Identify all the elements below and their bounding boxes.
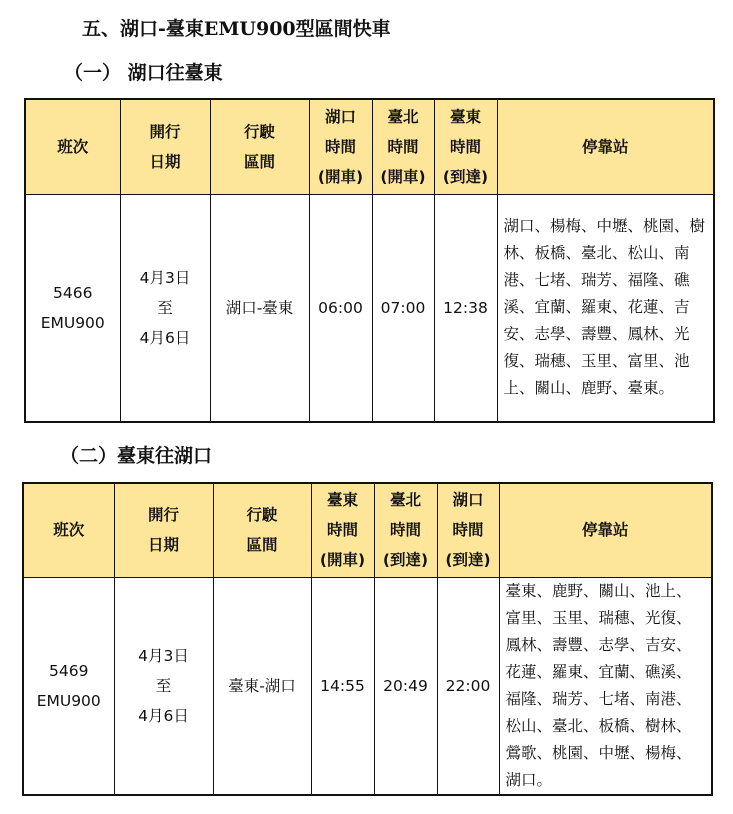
section-heading-2: （二）臺東往湖口	[60, 445, 213, 467]
table-row	[23, 577, 712, 795]
header-time-2: 臺北 時間 (開車)	[372, 99, 434, 194]
time-2: 20:49	[374, 577, 437, 795]
time-3: 12:38	[434, 194, 497, 422]
time-1: 06:00	[309, 194, 372, 422]
header-route: 行駛 區間	[210, 99, 309, 194]
schedule-table-hukou-to-taitung	[24, 98, 715, 423]
route: 臺東-湖口	[213, 577, 311, 795]
operating-dates: 4月3日 至 4月6日	[120, 194, 210, 422]
document-title: 五、湖口-臺東EMU900型區間快車	[82, 18, 391, 40]
route: 湖口-臺東	[210, 194, 309, 422]
section-heading-1: （一） 湖口往臺東	[64, 62, 223, 84]
header-train: 班次	[23, 483, 114, 577]
header-stops: 停靠站	[499, 483, 712, 577]
operating-dates: 4月3日 至 4月6日	[114, 577, 213, 795]
header-time-3: 湖口 時間 (到達)	[437, 483, 499, 577]
stops: 湖口、楊梅、中壢、桃園、樹林、板橋、臺北、松山、南港、七堵、瑞芳、福隆、礁溪、宜蘭、羅東、花蓮、吉安、志學、壽豐、鳳林、光復、瑞穗、玉里、富里、池上、關山、鹿野、臺東。	[497, 194, 714, 422]
header-time-1: 臺東 時間 (開車)	[311, 483, 374, 577]
header-route: 行駛 區間	[213, 483, 311, 577]
header-time-1: 湖口 時間 (開車)	[309, 99, 372, 194]
time-3: 22:00	[437, 577, 499, 795]
header-dates: 開行 日期	[120, 99, 210, 194]
header-dates: 開行 日期	[114, 483, 213, 577]
train-number: 5466 EMU900	[25, 194, 120, 422]
train-number: 5469 EMU900	[23, 577, 114, 795]
schedule-table-taitung-to-hukou	[22, 482, 713, 796]
time-2: 07:00	[372, 194, 434, 422]
header-train: 班次	[25, 99, 120, 194]
table-row	[25, 194, 714, 422]
stops: 臺東、鹿野、關山、池上、富里、玉里、瑞穗、光復、鳳林、壽豐、志學、吉安、花蓮、羅東、宜蘭、礁溪、福隆、瑞芳、七堵、南港、松山、臺北、板橋、樹林、鶯歌、桃園、中壢、楊梅、湖口。	[499, 577, 712, 795]
header-time-2: 臺北 時間 (到達)	[374, 483, 437, 577]
header-time-3: 臺東 時間 (到達)	[434, 99, 497, 194]
time-1: 14:55	[311, 577, 374, 795]
header-stops: 停靠站	[497, 99, 714, 194]
